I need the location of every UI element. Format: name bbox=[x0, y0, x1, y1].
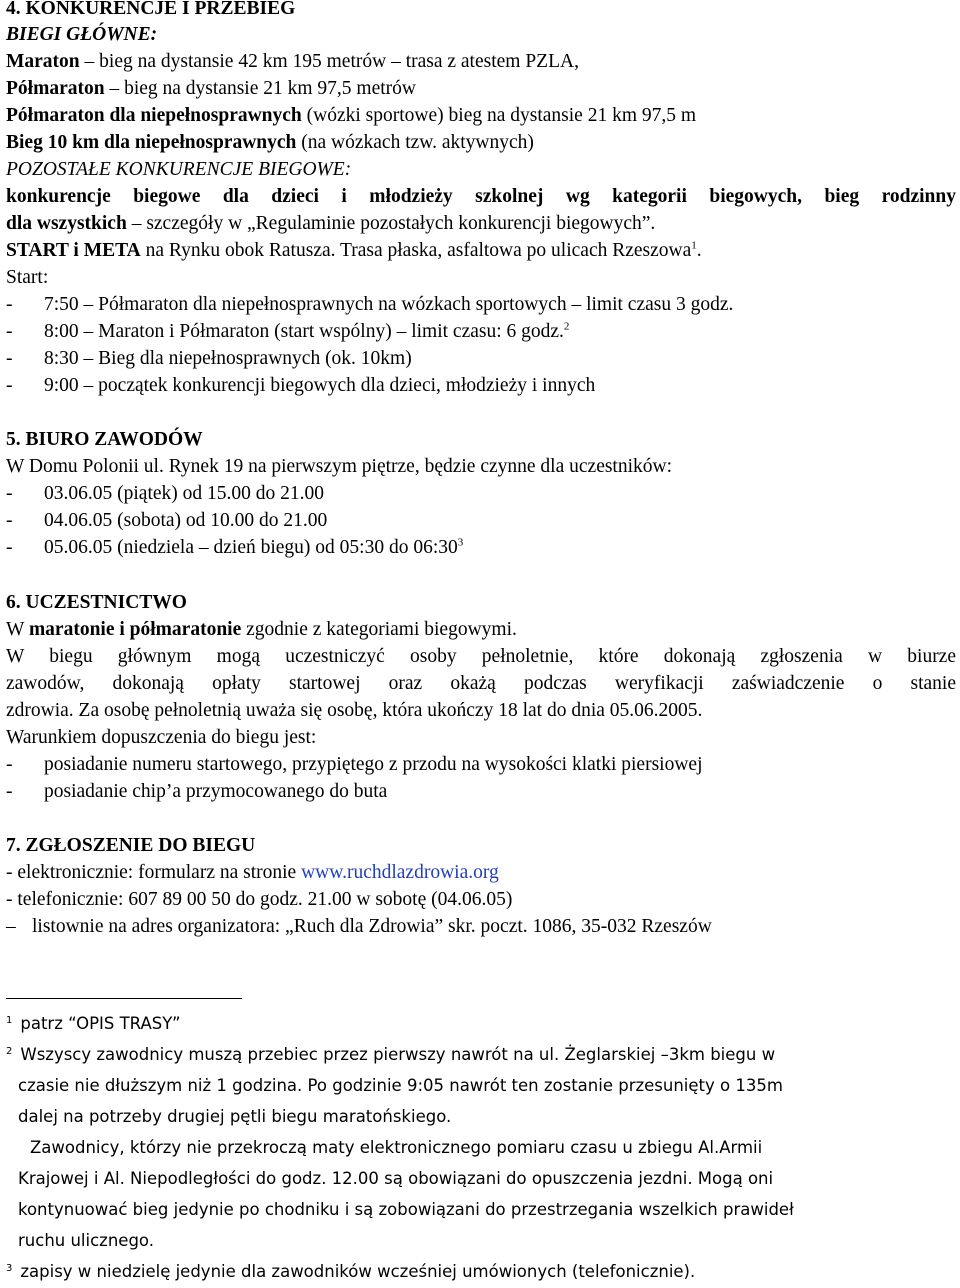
footnote-3 bbox=[6, 1257, 695, 1287]
footnote-2-line-3: dalej na potrzeby drugiej pętli biegu maratońskiego. bbox=[18, 1107, 452, 1126]
main-runs-heading: BIEGI GŁÓWNE: bbox=[6, 24, 158, 45]
footnote-2-line-4: Zawodnicy, którzy nie przekroczą maty elektronicznego pomiaru czasu u zbiegu Al.Armii bbox=[30, 1138, 763, 1157]
website-link[interactable]: www.ruchdlazdrowia.org bbox=[301, 862, 499, 883]
footnote-2-line-6: kontynuować bieg jedynie po chodniku i są zobowiązani do przestrzegania wszelkich prawideł bbox=[18, 1200, 794, 1219]
footnote-2-line-2: czasie nie dłuższym niż 1 godzina. Po godzinie 9:05 nawrót ten zostanie przesunięty o 135m bbox=[18, 1076, 783, 1095]
other-competitions-line-2 bbox=[6, 211, 655, 237]
registration-mail-text: listownie na adres organizatora: „Ruch dla Zdrowia” skr. poczt. 1086, 35-032 Rzeszów bbox=[32, 916, 712, 937]
office-hours-item bbox=[6, 481, 324, 507]
list-dash: - bbox=[6, 375, 13, 396]
footnote-text: patrz “OPIS TRASY” bbox=[20, 1014, 181, 1033]
section-number: 5. bbox=[6, 429, 26, 450]
footnote-number: 3 bbox=[6, 1262, 13, 1274]
half-marathon-desc: – bieg na dystansie 21 km 97,5 metrów bbox=[104, 78, 416, 99]
footnote-ref-3[interactable]: 3 bbox=[457, 536, 464, 549]
ten-km-line bbox=[6, 130, 534, 156]
half-marathon-disabled-desc: (wózki sportowe) bieg na dystansie 21 km 97,5 m bbox=[301, 105, 697, 126]
office-hours-text: 04.06.05 (sobota) od 10.00 do 21.00 bbox=[44, 510, 328, 531]
footnote-ref-2[interactable]: 2 bbox=[563, 320, 570, 333]
section-number: 7. bbox=[6, 835, 26, 856]
section-7-heading bbox=[6, 833, 255, 859]
requirement-text: posiadanie numeru startowego, przypiętego z przodu na wysokości klatki piersiowej bbox=[44, 754, 703, 775]
footnote-2-line-5: Krajowej i Al. Niepodległości do godz. 12.00 są obowiązani do opuszczenia jezdni. Mogą oni bbox=[18, 1169, 774, 1188]
start-item bbox=[6, 292, 733, 318]
requirement-item bbox=[6, 752, 703, 778]
list-dash: - bbox=[6, 510, 13, 531]
list-dash: - bbox=[6, 348, 13, 369]
footnote-2-line-7: ruchu ulicznego. bbox=[18, 1231, 154, 1250]
marathon-label: Maraton bbox=[6, 51, 80, 72]
list-dash: - bbox=[6, 754, 13, 775]
half-marathon-disabled-label: Półmaraton dla niepełnosprawnych bbox=[6, 105, 302, 126]
text-fragment: zgodnie z kategoriami biegowymi. bbox=[241, 619, 517, 640]
half-marathon-disabled-line bbox=[6, 103, 696, 129]
section-4-heading: 4. KONKURENCJE I PRZEBIEG bbox=[6, 0, 296, 19]
registration-phone: - telefonicznie: 607 89 00 50 do godz. 21.00 w sobotę (04.06.05) bbox=[6, 889, 513, 910]
list-dash: - bbox=[6, 781, 13, 802]
participation-line-2: W biegu głównym mogą uczestniczyć osoby pełnoletnie, które dokonają zgłoszenia w biurze bbox=[6, 646, 956, 667]
half-marathon-label: Półmaraton bbox=[6, 78, 105, 99]
footnote-number: 1 bbox=[6, 1014, 13, 1026]
start-meta-desc: na Rynku obok Ratusza. Trasa płaska, asfaltowa po ulicach Rzeszowa bbox=[140, 240, 692, 261]
list-dash: - bbox=[6, 483, 13, 504]
text-fragment: W bbox=[6, 619, 29, 640]
start-label: Start: bbox=[6, 267, 49, 288]
list-dash: – bbox=[6, 916, 16, 937]
footnote-text: Wszyscy zawodnicy muszą przebiec przez pierwszy nawrót na ul. Żeglarskiej –3km biegu w bbox=[20, 1045, 776, 1064]
start-item bbox=[6, 373, 595, 399]
footnote-1 bbox=[6, 1009, 181, 1039]
start-meta-label: START i META bbox=[6, 240, 141, 261]
start-item bbox=[6, 346, 412, 372]
start-meta-period: . bbox=[696, 240, 702, 261]
start-meta-line bbox=[6, 238, 702, 264]
marathon-desc: – bieg na dystansie 42 km 195 metrów – trasa z atestem PZLA, bbox=[79, 51, 579, 72]
office-hours-text: 05.06.05 (niedziela – dzień biegu) od 05:30 do 06:30 bbox=[44, 537, 458, 558]
section-title: ZGŁOSZENIE DO BIEGU bbox=[25, 835, 256, 856]
start-item-text: 8:00 – Maraton i Półmaraton (start wspólny) – limit czasu: 6 godz. bbox=[44, 321, 564, 342]
list-dash: - bbox=[6, 294, 13, 315]
participation-line-3: zawodów, dokonają opłaty startowej oraz okażą podczas weryfikacji zaświadczenie o stanie bbox=[6, 673, 956, 694]
start-item-text: 8:30 – Bieg dla niepełnosprawnych (ok. 10km) bbox=[44, 348, 412, 369]
registration-online bbox=[6, 860, 499, 886]
office-hours-item bbox=[6, 508, 327, 534]
ten-km-label: Bieg 10 km dla niepełnosprawnych bbox=[6, 132, 297, 153]
participation-line-5: Warunkiem dopuszczenia do biegu jest: bbox=[6, 727, 317, 748]
footnote-number: 2 bbox=[6, 1045, 13, 1057]
list-dash: - bbox=[6, 321, 13, 342]
for-everyone-label: dla wszystkich bbox=[6, 213, 127, 234]
text-fragment: - elektronicznie: formularz na stronie bbox=[6, 862, 302, 883]
marathon-line bbox=[6, 49, 579, 75]
marathon-half-label: maratonie i półmaratonie bbox=[28, 619, 242, 640]
footnote-2 bbox=[6, 1040, 775, 1070]
section-6-heading bbox=[6, 590, 187, 616]
start-item-text: 9:00 – początek konkurencji biegowych dla dzieci, młodzieży i innych bbox=[44, 375, 596, 396]
start-item-text: 7:50 – Półmaraton dla niepełnosprawnych na wózkach sportowych – limit czasu 3 godz. bbox=[44, 294, 734, 315]
other-competitions-line-1: konkurencje biegowe dla dzieci i młodzieży szkolnej wg kategorii biegowych, bieg rodzinny bbox=[6, 186, 956, 207]
section-title: UCZESTNICTWO bbox=[25, 592, 187, 613]
regulations-reference: – szczegóły w „Regulaminie pozostałych konkurencji biegowych”. bbox=[126, 213, 656, 234]
office-intro: W Domu Polonii ul. Rynek 19 na pierwszym piętrze, będzie czynne dla uczestników: bbox=[6, 456, 673, 477]
registration-mail bbox=[6, 914, 712, 940]
participation-line-4: zdrowia. Za osobę pełnoletnią uważa się osobę, która ukończy 18 lat do dnia 05.06.2005. bbox=[6, 700, 703, 721]
section-title: BIURO ZAWODÓW bbox=[25, 429, 203, 450]
other-competitions-heading: POZOSTAŁE KONKURENCJE BIEGOWE: bbox=[6, 159, 352, 180]
participation-line-1 bbox=[6, 617, 517, 643]
office-hours-item bbox=[6, 535, 463, 561]
footnote-ref-1[interactable]: 1 bbox=[691, 239, 697, 252]
list-dash: - bbox=[6, 537, 13, 558]
section-5-heading bbox=[6, 427, 203, 453]
footnote-divider bbox=[6, 998, 242, 999]
half-marathon-line bbox=[6, 76, 416, 102]
requirement-item bbox=[6, 779, 387, 805]
start-item bbox=[6, 319, 569, 345]
section-number: 6. bbox=[6, 592, 26, 613]
ten-km-desc: (na wózkach tzw. aktywnych) bbox=[296, 132, 534, 153]
requirement-text: posiadanie chip’a przymocowanego do buta bbox=[44, 781, 388, 802]
office-hours-text: 03.06.05 (piątek) od 15.00 do 21.00 bbox=[44, 483, 325, 504]
footnote-text: zapisy w niedzielę jedynie dla zawodników wcześniej umówionych (telefonicznie). bbox=[20, 1262, 696, 1281]
